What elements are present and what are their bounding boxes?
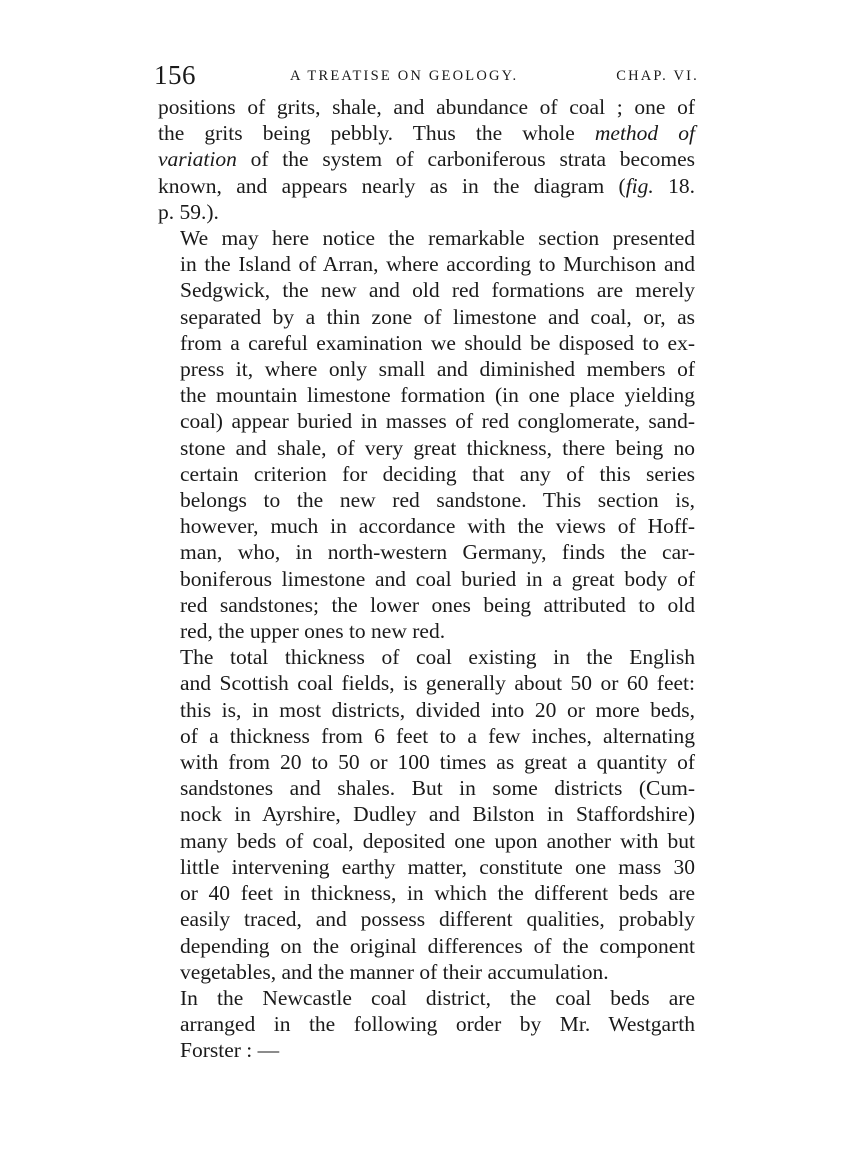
text-line: known, and appears nearly as in the diagram (fig. 18. bbox=[158, 173, 695, 198]
italic-phrase: method of bbox=[594, 121, 695, 146]
text-line: vegetables, and the manner of their accumulation. bbox=[180, 959, 609, 984]
text-line: Forster : — bbox=[180, 1038, 280, 1063]
text-line: from a careful examination we should be disposed to ex- bbox=[180, 330, 695, 355]
text-line: of a thickness from 6 feet to a few inches, alternating bbox=[180, 723, 695, 748]
paragraph-1 bbox=[158, 94, 695, 225]
text-line: depending on the original differences of the component bbox=[180, 933, 695, 958]
text-line: In the Newcastle coal district, the coal beds are bbox=[180, 985, 695, 1010]
text-line: man, who, in north-western Germany, finds the car- bbox=[180, 540, 695, 565]
text-line: The total thickness of coal existing in the English bbox=[180, 645, 695, 670]
text-line: We may here notice the remarkable section presented bbox=[180, 226, 695, 251]
text-line: red, the upper ones to new red. bbox=[180, 619, 446, 644]
text-line: in the Island of Arran, where according to Murchison and bbox=[180, 252, 695, 277]
text-line: separated by a thin zone of limestone and coal, or, as bbox=[180, 304, 695, 329]
text-line: with from 20 to 50 or 100 times as great a quantity of bbox=[180, 750, 695, 775]
text-line: arranged in the following order by Mr. Westgarth bbox=[180, 1012, 695, 1037]
paragraph-4 bbox=[158, 985, 695, 1064]
text-line: and Scottish coal fields, is generally about 50 or 60 feet: bbox=[180, 671, 695, 696]
italic-phrase: fig. bbox=[625, 173, 654, 198]
text-line: coal) appear buried in masses of red conglomerate, sand- bbox=[180, 409, 695, 434]
text-line: nock in Ayrshire, Dudley and Bilston in Staffordshire) bbox=[180, 802, 695, 827]
chapter-label: CHAP. VI. bbox=[616, 68, 699, 84]
text-line: the grits being pebbly. Thus the whole method of bbox=[158, 121, 695, 146]
paragraph-3 bbox=[158, 644, 695, 985]
text-line: variation of the system of carboniferous strata becomes bbox=[158, 147, 695, 172]
paragraph-2 bbox=[158, 225, 695, 644]
text-line: stone and shale, of very great thickness, there being no bbox=[180, 435, 695, 460]
text-line: easily traced, and possess different qualities, probably bbox=[180, 907, 695, 932]
text-line: positions of grits, shale, and abundance of coal ; one of bbox=[158, 95, 695, 119]
page-number: 156 bbox=[154, 60, 196, 90]
text-line: this is, in most districts, divided into 20 or more beds, bbox=[180, 697, 695, 722]
text-line: Sedgwick, the new and old red formations are merely bbox=[180, 278, 695, 303]
text-line: sandstones and shales. But in some districts (Cum- bbox=[180, 776, 695, 801]
running-head bbox=[154, 60, 699, 94]
text-line: red sandstones; the lower ones being attributed to old bbox=[180, 592, 695, 617]
text-line: p. 59.). bbox=[158, 199, 219, 224]
text-line: belongs to the new red sandstone. This section is, bbox=[180, 488, 695, 513]
text-line: boniferous limestone and coal buried in a great body of bbox=[180, 566, 695, 591]
text-line: press it, where only small and diminished members of bbox=[180, 357, 695, 382]
book-page bbox=[154, 60, 699, 1064]
text-line: or 40 feet in thickness, in which the different beds are bbox=[180, 881, 695, 906]
text-line: certain criterion for deciding that any of this series bbox=[180, 461, 695, 486]
running-title: A TREATISE ON GEOLOGY. bbox=[290, 68, 519, 84]
text-line: many beds of coal, deposited one upon another with but bbox=[180, 828, 695, 853]
italic-phrase: variation bbox=[158, 147, 237, 172]
text-line: however, much in accordance with the views of Hoff- bbox=[180, 514, 695, 539]
text-line: the mountain limestone formation (in one place yielding bbox=[180, 383, 695, 408]
text-line: little intervening earthy matter, constitute one mass 30 bbox=[180, 854, 695, 879]
